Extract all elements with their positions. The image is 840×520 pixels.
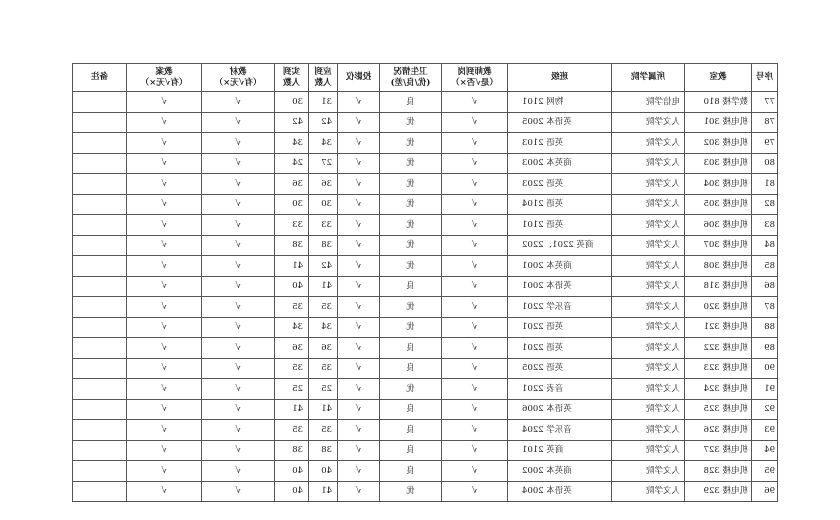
cell-teacher-present: √ (442, 112, 508, 133)
cell-projector: √ (338, 399, 380, 420)
cell-lesson-plan: √ (127, 399, 202, 420)
cell-textbook: √ (202, 276, 275, 297)
cell-hygiene: 优 (380, 235, 442, 256)
cell-lesson-plan: √ (127, 297, 202, 318)
cell-dept: 人文学院 (612, 461, 685, 482)
cell-remark (73, 256, 127, 277)
cell-class: 英语本 2004 (508, 481, 612, 502)
table-row (73, 338, 778, 359)
cell-hygiene: 良 (380, 440, 442, 461)
header-due-line1: 应到 (314, 66, 332, 77)
cell-hygiene: 良 (380, 399, 442, 420)
cell-due-count: 31 (309, 92, 338, 113)
cell-seq: 80 (752, 153, 778, 174)
table-row (73, 420, 778, 441)
cell-seq: 91 (752, 379, 778, 400)
header-projector: 投影仪 (338, 64, 380, 92)
cell-dept: 人文学院 (612, 133, 685, 154)
cell-room: 机电楼 307 (685, 235, 752, 256)
cell-due-count: 41 (309, 481, 338, 502)
header-actual-line1: 实到 (283, 66, 301, 77)
cell-dept: 人文学院 (612, 358, 685, 379)
cell-due-count: 33 (309, 215, 338, 236)
cell-room: 机电楼 301 (685, 112, 752, 133)
cell-projector: √ (338, 440, 380, 461)
table-row (73, 461, 778, 482)
table-row (73, 440, 778, 461)
cell-class: 英语 2201 (508, 338, 612, 359)
cell-teacher-present: √ (442, 194, 508, 215)
cell-hygiene: 优 (380, 481, 442, 502)
cell-class: 音乐学 2204 (508, 420, 612, 441)
cell-lesson-plan: √ (127, 317, 202, 338)
cell-due-count: 40 (309, 461, 338, 482)
cell-actual-count: 35 (275, 420, 309, 441)
cell-seq: 95 (752, 461, 778, 482)
cell-projector: √ (338, 133, 380, 154)
cell-teacher-present: √ (442, 92, 508, 113)
cell-class: 物网 2101 (508, 92, 612, 113)
cell-seq: 85 (752, 256, 778, 277)
cell-textbook: √ (202, 338, 275, 359)
cell-teacher-present: √ (442, 440, 508, 461)
cell-teacher-present: √ (442, 399, 508, 420)
cell-due-count: 41 (309, 399, 338, 420)
cell-dept: 人文学院 (612, 317, 685, 338)
cell-actual-count: 41 (275, 399, 309, 420)
table-row (73, 133, 778, 154)
cell-dept: 人文学院 (612, 153, 685, 174)
cell-actual-count: 40 (275, 461, 309, 482)
cell-room: 机电楼 304 (685, 174, 752, 195)
header-due-count (309, 64, 338, 92)
cell-actual-count: 25 (275, 379, 309, 400)
table-row (73, 174, 778, 195)
header-hygiene-line1: 卫生情况 (393, 66, 428, 77)
cell-projector: √ (338, 338, 380, 359)
cell-hygiene: 优 (380, 379, 442, 400)
cell-hygiene: 优 (380, 256, 442, 277)
cell-due-count: 27 (309, 153, 338, 174)
cell-class: 音表 2201 (508, 379, 612, 400)
cell-room: 机电楼 306 (685, 215, 752, 236)
cell-due-count: 38 (309, 235, 338, 256)
cell-class: 商英本 2001 (508, 256, 612, 277)
cell-hygiene: 优 (380, 112, 442, 133)
table-row (73, 297, 778, 318)
cell-hygiene: 优 (380, 297, 442, 318)
cell-lesson-plan: √ (127, 112, 202, 133)
cell-textbook: √ (202, 461, 275, 482)
cell-hygiene: 优 (380, 133, 442, 154)
cell-projector: √ (338, 174, 380, 195)
cell-lesson-plan: √ (127, 338, 202, 359)
cell-dept: 人文学院 (612, 420, 685, 441)
cell-seq: 77 (752, 92, 778, 113)
header-dept: 所属学院 (612, 64, 685, 92)
cell-teacher-present: √ (442, 338, 508, 359)
cell-due-count: 38 (309, 440, 338, 461)
table-header-row (73, 64, 778, 92)
cell-remark (73, 297, 127, 318)
cell-dept: 人文学院 (612, 481, 685, 502)
cell-dept: 人文学院 (612, 174, 685, 195)
header-plan-line1: 教案 (155, 66, 173, 77)
cell-room: 机电楼 329 (685, 481, 752, 502)
table-row (73, 481, 778, 502)
cell-actual-count: 40 (275, 481, 309, 502)
cell-class: 英语本 2006 (508, 399, 612, 420)
cell-actual-count: 41 (275, 256, 309, 277)
cell-room: 机电楼 322 (685, 338, 752, 359)
table-row (73, 194, 778, 215)
cell-remark (73, 235, 127, 256)
cell-due-count: 42 (309, 112, 338, 133)
cell-projector: √ (338, 235, 380, 256)
header-textbook-line2: （有√无×） (214, 77, 262, 88)
cell-dept: 人文学院 (612, 276, 685, 297)
cell-dept: 人文学院 (612, 235, 685, 256)
cell-dept: 人文学院 (612, 338, 685, 359)
header-lesson-plan (127, 64, 202, 92)
cell-dept: 人文学院 (612, 379, 685, 400)
cell-actual-count: 42 (275, 112, 309, 133)
cell-textbook: √ (202, 440, 275, 461)
cell-textbook: √ (202, 235, 275, 256)
cell-seq: 86 (752, 276, 778, 297)
cell-due-count: 34 (309, 133, 338, 154)
cell-seq: 82 (752, 194, 778, 215)
cell-hygiene: 优 (380, 215, 442, 236)
cell-teacher-present: √ (442, 174, 508, 195)
cell-class: 英语本 2005 (508, 112, 612, 133)
cell-class: 英语 2103 (508, 133, 612, 154)
cell-room: 机电楼 326 (685, 420, 752, 441)
cell-teacher-present: √ (442, 420, 508, 441)
header-teacher-line1: 教师到岗 (457, 66, 492, 77)
cell-remark (73, 358, 127, 379)
cell-class: 商英本 2002 (508, 461, 612, 482)
cell-lesson-plan: √ (127, 481, 202, 502)
table-row (73, 358, 778, 379)
cell-seq: 89 (752, 338, 778, 359)
cell-remark (73, 92, 127, 113)
cell-hygiene: 优 (380, 317, 442, 338)
cell-remark (73, 461, 127, 482)
cell-lesson-plan: √ (127, 153, 202, 174)
cell-lesson-plan: √ (127, 461, 202, 482)
cell-textbook: √ (202, 297, 275, 318)
header-teacher-present (442, 64, 508, 92)
cell-dept: 人文学院 (612, 399, 685, 420)
cell-teacher-present: √ (442, 235, 508, 256)
cell-actual-count: 38 (275, 235, 309, 256)
header-actual-count (275, 64, 309, 92)
table-row (73, 399, 778, 420)
cell-room: 数学楼 810 (685, 92, 752, 113)
cell-dept: 人文学院 (612, 256, 685, 277)
cell-due-count: 36 (309, 338, 338, 359)
cell-teacher-present: √ (442, 297, 508, 318)
cell-remark (73, 276, 127, 297)
header-actual-line2: 人数 (283, 77, 301, 88)
cell-seq: 92 (752, 399, 778, 420)
cell-projector: √ (338, 215, 380, 236)
cell-teacher-present: √ (442, 256, 508, 277)
cell-remark (73, 153, 127, 174)
cell-room: 机电楼 308 (685, 256, 752, 277)
cell-remark (73, 420, 127, 441)
cell-projector: √ (338, 461, 380, 482)
cell-actual-count: 36 (275, 174, 309, 195)
cell-remark (73, 194, 127, 215)
cell-seq: 88 (752, 317, 778, 338)
cell-actual-count: 35 (275, 358, 309, 379)
cell-remark (73, 215, 127, 236)
table-row (73, 235, 778, 256)
cell-seq: 94 (752, 440, 778, 461)
cell-room: 机电楼 302 (685, 133, 752, 154)
table-row (73, 379, 778, 400)
cell-due-count: 35 (309, 420, 338, 441)
cell-lesson-plan: √ (127, 379, 202, 400)
cell-textbook: √ (202, 153, 275, 174)
header-remark: 备注 (73, 64, 127, 92)
cell-seq: 96 (752, 481, 778, 502)
cell-textbook: √ (202, 317, 275, 338)
cell-projector: √ (338, 276, 380, 297)
cell-remark (73, 174, 127, 195)
table-row (73, 153, 778, 174)
cell-actual-count: 34 (275, 317, 309, 338)
cell-textbook: √ (202, 256, 275, 277)
table-row (73, 112, 778, 133)
cell-class: 英语 2201 (508, 317, 612, 338)
cell-due-count: 35 (309, 358, 338, 379)
cell-room: 机电楼 303 (685, 153, 752, 174)
cell-seq: 79 (752, 133, 778, 154)
cell-room: 机电楼 324 (685, 379, 752, 400)
cell-lesson-plan: √ (127, 358, 202, 379)
cell-lesson-plan: √ (127, 174, 202, 195)
cell-class: 音乐学 2201 (508, 297, 612, 318)
cell-projector: √ (338, 358, 380, 379)
cell-hygiene: 良 (380, 420, 442, 441)
cell-actual-count: 24 (275, 153, 309, 174)
cell-actual-count: 30 (275, 194, 309, 215)
cell-class: 商英 2201、2202 (508, 235, 612, 256)
cell-dept: 人文学院 (612, 112, 685, 133)
cell-textbook: √ (202, 174, 275, 195)
header-due-line2: 人数 (314, 77, 332, 88)
cell-remark (73, 440, 127, 461)
cell-textbook: √ (202, 399, 275, 420)
cell-textbook: √ (202, 92, 275, 113)
cell-teacher-present: √ (442, 215, 508, 236)
header-seq: 序号 (752, 64, 778, 92)
cell-hygiene: 良 (380, 338, 442, 359)
cell-dept: 人文学院 (612, 297, 685, 318)
cell-due-count: 41 (309, 276, 338, 297)
cell-class: 商英 2101 (508, 440, 612, 461)
cell-lesson-plan: √ (127, 235, 202, 256)
cell-dept: 人文学院 (612, 215, 685, 236)
cell-class: 商英本 2003 (508, 153, 612, 174)
table-row (73, 276, 778, 297)
header-room: 教室 (685, 64, 752, 92)
cell-dept: 人文学院 (612, 440, 685, 461)
cell-due-count: 42 (309, 256, 338, 277)
cell-seq: 83 (752, 215, 778, 236)
cell-projector: √ (338, 112, 380, 133)
cell-actual-count: 36 (275, 338, 309, 359)
cell-lesson-plan: √ (127, 133, 202, 154)
cell-lesson-plan: √ (127, 194, 202, 215)
cell-textbook: √ (202, 358, 275, 379)
cell-hygiene: 优 (380, 194, 442, 215)
cell-room: 机电楼 305 (685, 194, 752, 215)
cell-teacher-present: √ (442, 358, 508, 379)
cell-seq: 78 (752, 112, 778, 133)
cell-room: 机电楼 318 (685, 276, 752, 297)
cell-projector: √ (338, 481, 380, 502)
cell-due-count: 35 (309, 297, 338, 318)
cell-remark (73, 317, 127, 338)
table-row (73, 215, 778, 236)
cell-actual-count: 33 (275, 215, 309, 236)
cell-due-count: 34 (309, 317, 338, 338)
cell-room: 机电楼 321 (685, 317, 752, 338)
cell-textbook: √ (202, 194, 275, 215)
cell-room: 机电楼 320 (685, 297, 752, 318)
cell-lesson-plan: √ (127, 420, 202, 441)
cell-teacher-present: √ (442, 133, 508, 154)
cell-projector: √ (338, 194, 380, 215)
cell-teacher-present: √ (442, 317, 508, 338)
header-class: 班级 (508, 64, 612, 92)
inspection-table (72, 63, 778, 502)
cell-dept: 电信学院 (612, 92, 685, 113)
cell-remark (73, 481, 127, 502)
cell-hygiene: 良 (380, 276, 442, 297)
cell-projector: √ (338, 297, 380, 318)
cell-seq: 93 (752, 420, 778, 441)
cell-hygiene: 优 (380, 174, 442, 195)
cell-class: 英语 2101 (508, 215, 612, 236)
cell-dept: 人文学院 (612, 194, 685, 215)
cell-class: 英语 2104 (508, 194, 612, 215)
cell-room: 机电楼 328 (685, 461, 752, 482)
cell-hygiene: 优 (380, 153, 442, 174)
header-hygiene (380, 64, 442, 92)
cell-lesson-plan: √ (127, 92, 202, 113)
cell-seq: 84 (752, 235, 778, 256)
cell-teacher-present: √ (442, 481, 508, 502)
cell-textbook: √ (202, 481, 275, 502)
cell-remark (73, 379, 127, 400)
cell-actual-count: 35 (275, 297, 309, 318)
cell-lesson-plan: √ (127, 215, 202, 236)
cell-class: 英语 2205 (508, 358, 612, 379)
cell-projector: √ (338, 317, 380, 338)
table-body (73, 92, 778, 502)
cell-textbook: √ (202, 133, 275, 154)
cell-lesson-plan: √ (127, 276, 202, 297)
cell-room: 机电楼 327 (685, 440, 752, 461)
cell-hygiene: 良 (380, 92, 442, 113)
cell-projector: √ (338, 153, 380, 174)
cell-textbook: √ (202, 215, 275, 236)
header-textbook-line1: 教材 (229, 66, 247, 77)
cell-remark (73, 112, 127, 133)
cell-hygiene: 良 (380, 358, 442, 379)
cell-remark (73, 399, 127, 420)
cell-lesson-plan: √ (127, 256, 202, 277)
header-teacher-line2: （是√否×） (451, 77, 498, 88)
cell-actual-count: 38 (275, 440, 309, 461)
cell-hygiene: 良 (380, 461, 442, 482)
header-plan-line2: （有√无×） (140, 77, 188, 88)
cell-actual-count: 34 (275, 133, 309, 154)
cell-textbook: √ (202, 112, 275, 133)
table-row (73, 317, 778, 338)
cell-remark (73, 338, 127, 359)
cell-class: 英语 2203 (508, 174, 612, 195)
cell-teacher-present: √ (442, 379, 508, 400)
cell-textbook: √ (202, 379, 275, 400)
cell-teacher-present: √ (442, 153, 508, 174)
cell-due-count: 30 (309, 194, 338, 215)
table-row (73, 256, 778, 277)
cell-projector: √ (338, 379, 380, 400)
cell-remark (73, 133, 127, 154)
table-row (73, 92, 778, 113)
cell-projector: √ (338, 256, 380, 277)
cell-seq: 87 (752, 297, 778, 318)
cell-projector: √ (338, 420, 380, 441)
cell-teacher-present: √ (442, 276, 508, 297)
cell-teacher-present: √ (442, 461, 508, 482)
header-textbook (202, 64, 275, 92)
cell-textbook: √ (202, 420, 275, 441)
cell-actual-count: 40 (275, 276, 309, 297)
cell-room: 机电楼 325 (685, 399, 752, 420)
cell-seq: 81 (752, 174, 778, 195)
cell-class: 英语本 2001 (508, 276, 612, 297)
cell-lesson-plan: √ (127, 440, 202, 461)
cell-projector: √ (338, 92, 380, 113)
cell-due-count: 25 (309, 379, 338, 400)
cell-seq: 90 (752, 358, 778, 379)
cell-actual-count: 30 (275, 92, 309, 113)
header-hygiene-line2: (优/良/差) (390, 77, 431, 88)
cell-room: 机电楼 323 (685, 358, 752, 379)
cell-due-count: 36 (309, 174, 338, 195)
